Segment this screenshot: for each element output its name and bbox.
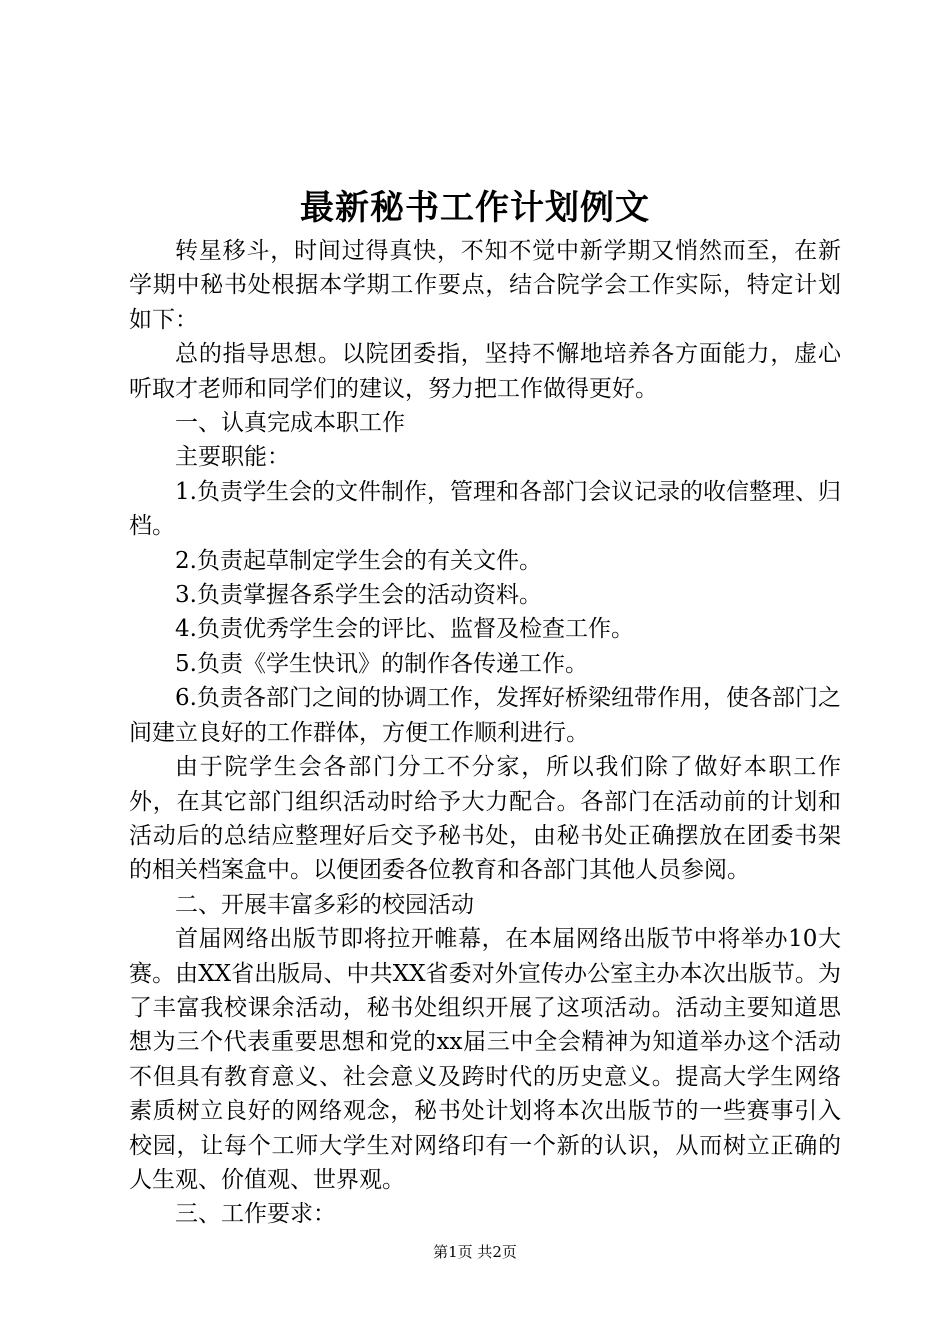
document-body bbox=[129, 234, 841, 1232]
list-item-5: 5.负责《学生快讯》的制作各传递工作。 bbox=[175, 650, 588, 677]
list-item-1: 1.负责学生会的文件制作，管理和各部门会议记录的收信整理、归档。 bbox=[129, 478, 841, 540]
section-heading-3: 三、工作要求： bbox=[175, 1201, 336, 1228]
section-heading-1: 一、认真完成本职工作 bbox=[175, 410, 405, 437]
list-item-6: 6.负责各部门之间的协调工作，发挥好桥梁纽带作用，使各部门之间建立良好的工作群体，方便工作顺利进行。 bbox=[129, 685, 841, 746]
document-title: 最新秘书工作计划例文 bbox=[300, 188, 650, 228]
paragraph-cooperation: 由于院学生会各部门分工不分家，所以我们除了做好本职工作外，在其它部门组织活动时给予大力配合。各部门在活动前的计划和活动后的总结应整理好后交予秘书处，由秘书处正确摆放在团委书架的相关档案盒中。以便团委各位教育和各部门其他人员参阅。 bbox=[129, 754, 841, 884]
page-footer: 第1页 共2页 bbox=[433, 1243, 517, 1261]
list-item-4: 4.负责优秀学生会的评比、监督及检查工作。 bbox=[175, 616, 634, 643]
section-heading-2: 二、开展丰富多彩的校园活动 bbox=[175, 891, 474, 918]
paragraph-publishing-festival: 首届网络出版节即将拉开帷幕，在本届网络出版节中将举办10大赛。由XX省出版局、中共XX省委对外宣传办公室主办本次出版节。为了丰富我校课余活动，秘书处组织开展了这项活动。活动主要知道思想为三个代表重要思想和党的xx届三中全会精神为知道举办这个活动不但具有教育意义、社会意义及跨时代的历史意义。提高大学生网络素质树立良好的网络观念，秘书处计划将本次出版节的一些赛事引入校园，让每个工师大学生对网络印有一个新的认识，从而树立正确的人生观、价值观、世界观。 bbox=[129, 926, 841, 1193]
paragraph-main-duties: 主要职能： bbox=[175, 444, 290, 471]
list-item-2: 2.负责起草制定学生会的有关文件。 bbox=[175, 547, 542, 574]
paragraph-intro: 转星移斗，时间过得真快，不知不觉中新学期又悄然而至，在新学期中秘书处根据本学期工作要点，结合院学会工作实际，特定计划如下： bbox=[129, 238, 841, 333]
list-item-3: 3.负责掌握各系学生会的活动资料。 bbox=[175, 582, 542, 609]
paragraph-guiding-idea: 总的指导思想。以院团委指，坚持不懈地培养各方面能力，虚心听取才老师和同学们的建议，努力把工作做得更好。 bbox=[129, 341, 841, 402]
